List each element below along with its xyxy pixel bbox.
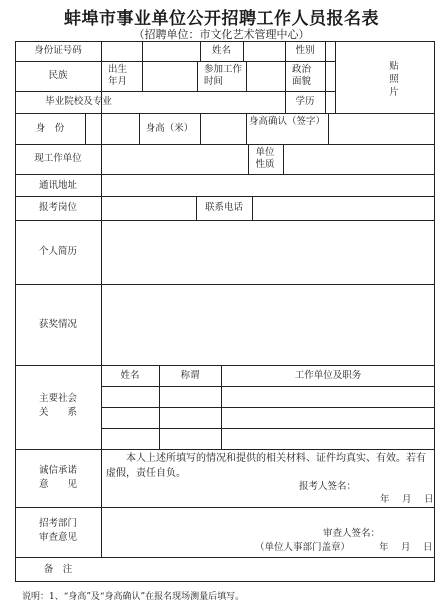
- graduate-school-label: 毕业院校及专业: [45, 96, 112, 107]
- name-label: 姓名: [211, 45, 231, 56]
- form-title: 蚌埠市事业单位公开招聘工作人员报名表: [64, 9, 379, 29]
- height-confirm-label: 身高确认（签字）: [248, 116, 325, 127]
- education-label: 学历: [295, 96, 315, 107]
- dept-label-2: 审查意见: [38, 532, 77, 543]
- photo-label: 贴照片: [389, 61, 399, 98]
- gender-label: 性别: [295, 45, 315, 56]
- id-number-label: 身份证号码: [34, 45, 82, 56]
- ethnicity-label: 民族: [48, 70, 68, 81]
- reviewer-signature-label: 审查人签名：: [323, 528, 381, 539]
- unit-nature-label: 单位性质: [255, 147, 275, 170]
- phone-label: 联系电话: [204, 202, 243, 213]
- family-col-name: 姓名: [120, 370, 140, 381]
- address-label: 通讯地址: [38, 180, 77, 191]
- political-label: 政治面貌: [292, 64, 312, 87]
- birth-label: 出生年月: [108, 64, 128, 87]
- dept-label-1: 招考部门: [38, 518, 77, 529]
- position-label: 报考岗位: [38, 202, 77, 213]
- applicant-date: 年 月 日: [380, 494, 434, 505]
- height-label: 身高（米）: [145, 123, 194, 134]
- identity-label: 身 份: [35, 123, 65, 134]
- integrity-label-1: 诚信承诺: [38, 465, 77, 476]
- family-col-relation: 称谓: [180, 370, 200, 381]
- footer-note: 说明：1、“身高”及“身高确认”在报名现场测量后填写。: [22, 592, 245, 602]
- resume-label: 个人简历: [38, 246, 77, 257]
- remarks-label: 备 注: [43, 564, 73, 575]
- integrity-label-2: 意 见: [38, 479, 77, 490]
- form-subtitle: （招聘单位：市文化艺术管理中心）: [133, 28, 310, 41]
- integrity-statement: 本人上述所填写的情况和提供的相关材料、证件均真实、有效。若有虚假，责任自负。: [106, 453, 426, 479]
- family-label-2: 关 系: [38, 407, 77, 418]
- family-col-work: 工作单位及职务: [294, 370, 362, 381]
- applicant-signature-label: 报考人签名：: [299, 481, 357, 492]
- awards-label: 获奖情况: [38, 319, 77, 330]
- review-date: 年 月 日: [379, 542, 433, 553]
- unit-seal-label: （单位人事部门盖章）: [255, 542, 351, 553]
- work-start-label: 参加工作时间: [204, 64, 243, 87]
- current-employer-label: 现工作单位: [34, 153, 82, 164]
- family-label-1: 主要社会: [38, 393, 77, 404]
